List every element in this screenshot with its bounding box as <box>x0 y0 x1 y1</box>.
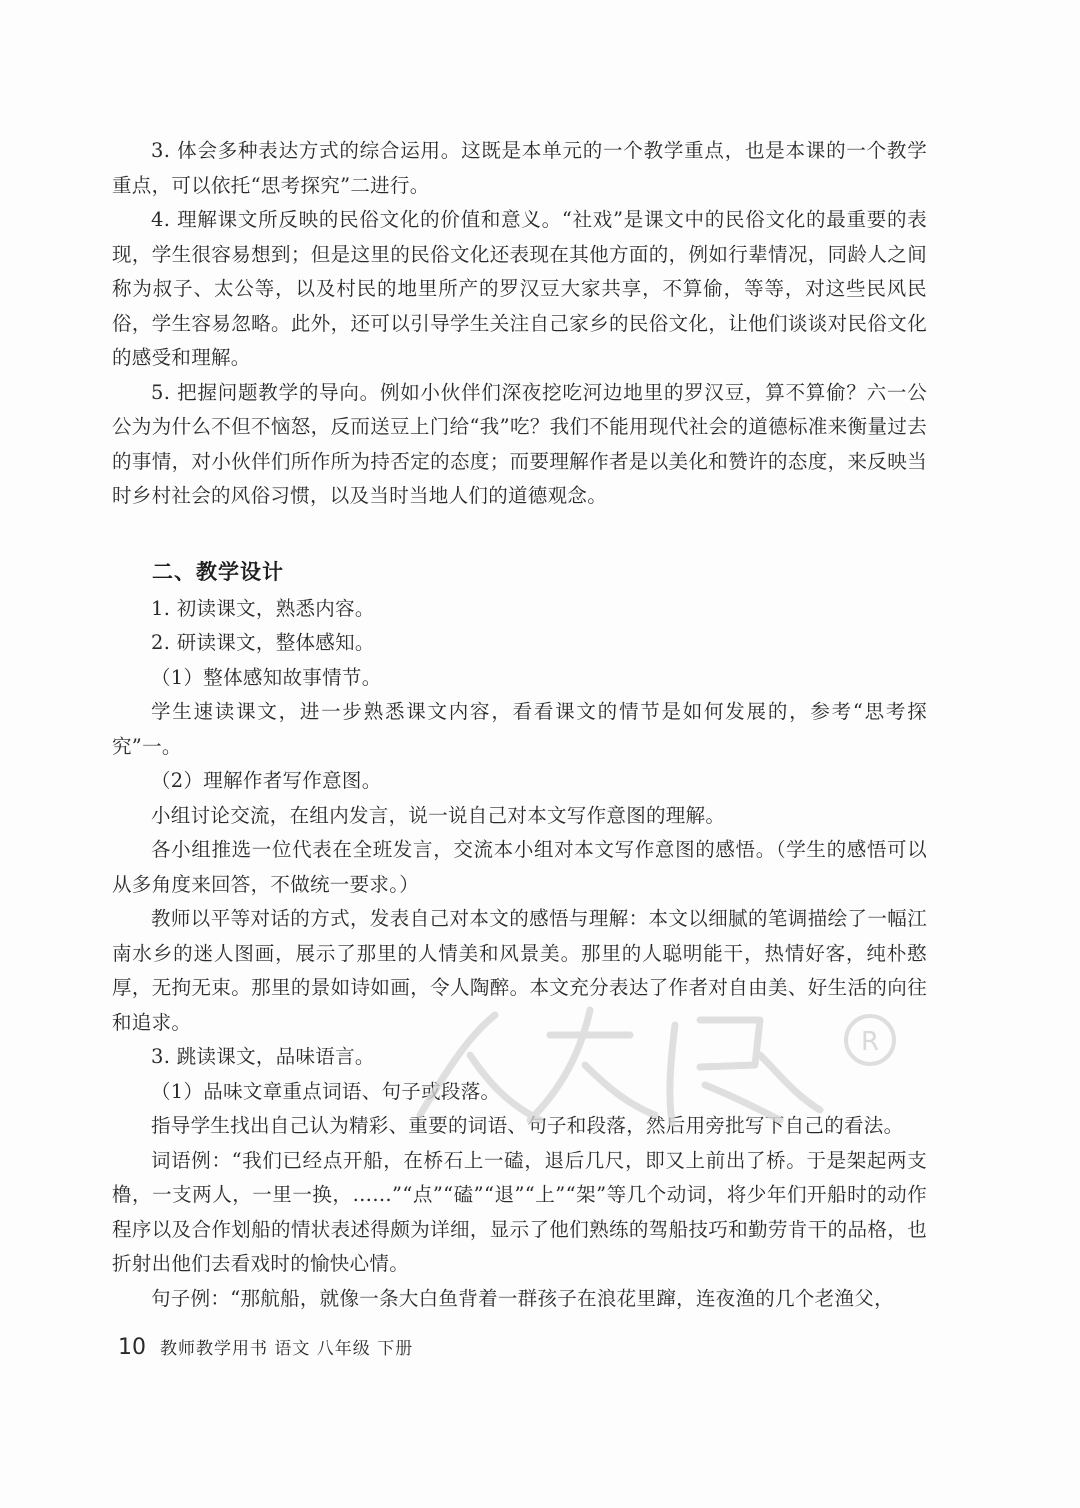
word-example: 词语例：“我们已经点开船，在桥石上一磕，退后几尺，即又上前出了桥。于是架起两支橹，一支两人，一里一换，……”“点”“磕”“退”“上”“架”等几个动词，将少年们开船时的动作程序以及合作划船的情状表述得颇为详细，显示了他们熟练的驾船技巧和勤劳肯干的品格，也折射出他们去看戏时的愉快心情。 <box>112 1148 927 1275</box>
step-3-sub-1-text: 指导学生找出自己认为精彩、重要的词语、句子和段落，然后用旁批写下自己的看法。 <box>151 1114 904 1137</box>
sentence-example: 句子例：“那航船，就像一条大白鱼背着一群孩子在浪花里蹿，连夜渔的几个老渔父， <box>151 1286 894 1310</box>
book-title: 教师教学用书 语文 八年级 下册 <box>160 1339 414 1359</box>
section-heading: 二、教学设计 <box>152 559 284 584</box>
step-3: 3. 跳读课文，品味语言。 <box>151 1045 375 1068</box>
step-2-sub-2-text-a: 小组讨论交流，在组内发言，说一说自己对本文写作意图的理解。 <box>151 803 726 827</box>
step-2-sub-1-text: 学生速读课文，进一步熟悉课文内容，看看课文的情节是如何发展的，参考“思考探究”一。 <box>112 700 927 758</box>
teacher-summary: 教师以平等对话的方式，发表自己对本文的感悟与理解：本文以细腻的笔调描绘了一幅江南水乡的迷人图画，展示了那里的人情美和风景美。那里的人聪明能干，热情好客，纯朴憨厚，无拘无束。那里的景如诗如画，令人陶醉。本文充分表达了作者对自由美、好生活的向往和追求。 <box>112 907 927 1034</box>
step-1: 1. 初读课文，熟悉内容。 <box>151 596 375 620</box>
step-2-sub-1: （1）整体感知故事情节。 <box>151 665 382 689</box>
paragraph-point-5: 5. 把握问题教学的导向。例如小伙伴们深夜挖吃河边地里的罗汉豆，算不算偷？六一公公为为什么不但不恼怒，反而送豆上门给“我”吃？我们不能用现代社会的道德标准来衡量过去的事情，对小伙伴们所作所为持否定的态度；而要理解作者是以美化和赞许的态度，来反映当时乡村社会的风俗习惯，以及当时当地人们的道德观念。 <box>112 380 927 507</box>
page-footer <box>118 1334 413 1360</box>
paragraph-point-3: 3. 体会多种表达方式的综合运用。这既是本单元的一个教学重点，也是本课的一个教学重点，可以依托“思考探究”二进行。 <box>112 139 927 197</box>
svg-text:R: R <box>860 1027 880 1057</box>
paragraph-point-4: 4. 理解课文所反映的民俗文化的价值和意义。“社戏”是课文中的民俗文化的最重要的表现，学生很容易想到；但是这里的民俗文化还表现在其他方面的，例如行辈情况，同龄人之间称为叔子、太公等，以及村民的地里所产的罗汉豆大家共享，不算偷，等等，对这些民风民俗，学生容易忽略。此外，还可以引导学生关注自己家乡的民俗文化，让他们谈谈对民俗文化的感受和理解。 <box>112 208 927 369</box>
step-2-sub-2-text-b: 各小组推选一位代表在全班发言，交流本小组对本文写作意图的感悟。（学生的感悟可以从多角度来回答，不做统一要求。） <box>112 838 927 896</box>
page-body <box>112 134 927 1316</box>
page-number: 10 <box>118 1335 146 1360</box>
step-2: 2. 研读课文，整体感知。 <box>151 631 375 654</box>
section-spacer <box>112 514 927 552</box>
step-3-sub-1: （1）品味文章重点词语、句子或段落。 <box>151 1079 501 1103</box>
step-2-sub-2: （2）理解作者写作意图。 <box>151 769 382 792</box>
